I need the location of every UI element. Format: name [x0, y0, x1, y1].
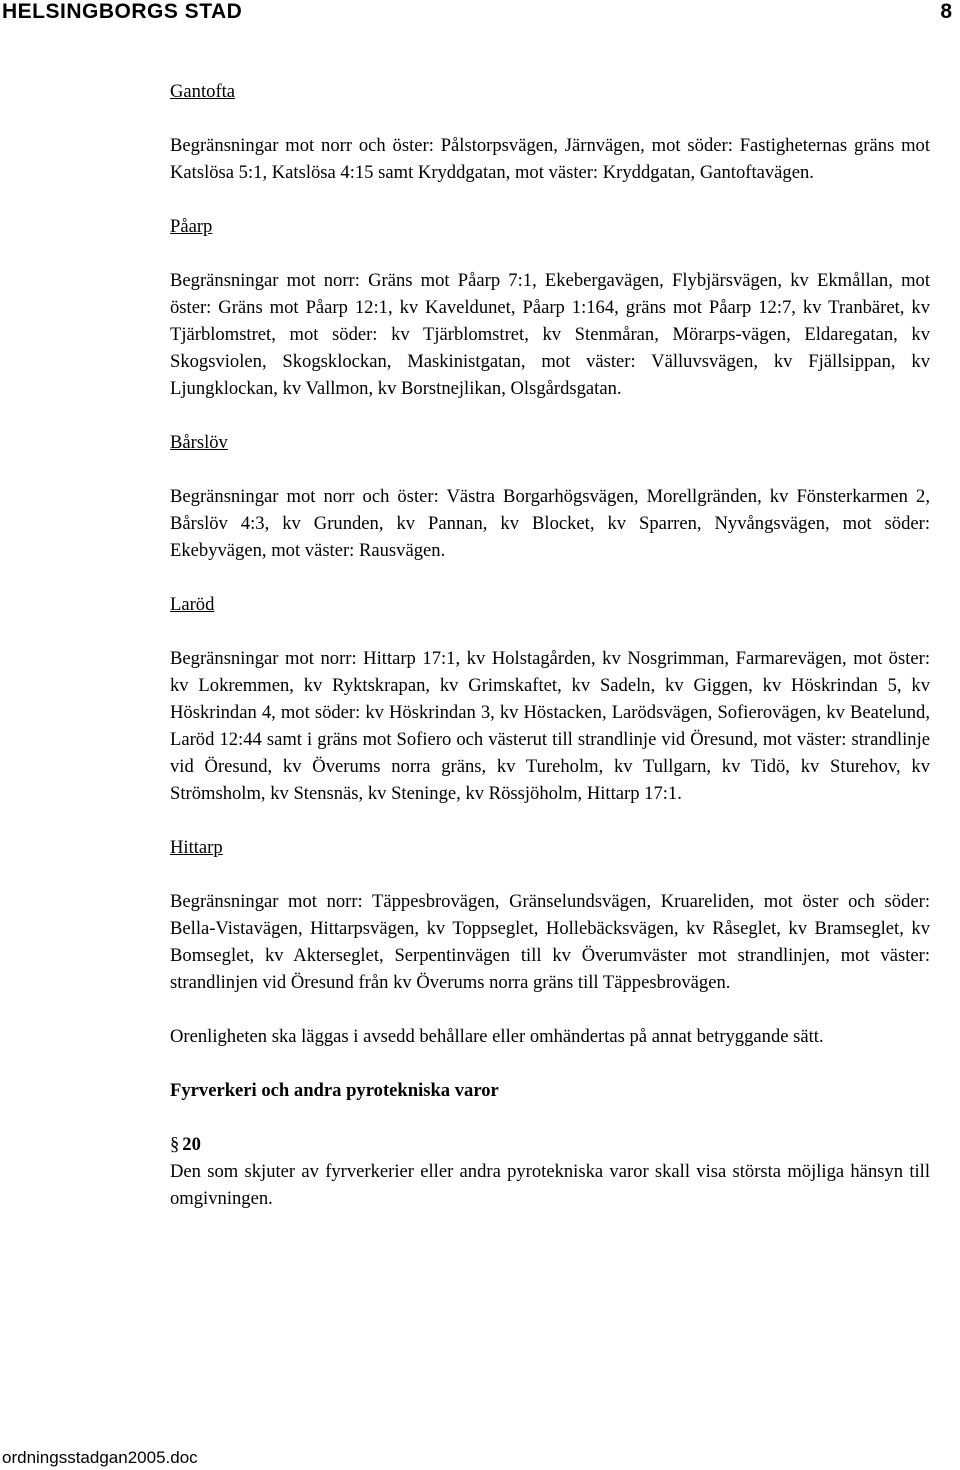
organization-name: HELSINGBORGS STAD	[2, 0, 243, 23]
section-text: Begränsningar mot norr och öster: Pålstorpsvägen, Järnvägen, mot söder: Fastigheternas gräns mot Katslösa 5:1, Katslösa 4:15 samt Kryddgatan, mot väster: Kryddgatan, Gantoftavägen.	[170, 135, 930, 183]
section-gantofta	[170, 78, 930, 186]
page-number: 8	[940, 0, 952, 23]
section-title: Hittarp	[170, 837, 223, 858]
fireworks-text: Den som skjuter av fyrverkerier eller andra pyrotekniska varor skall visa största möjliga hänsyn till omgivningen.	[170, 1161, 930, 1209]
section-barslov	[170, 429, 930, 564]
section-paarp	[170, 213, 930, 402]
section-hittarp	[170, 834, 930, 996]
fireworks-heading: Fyrverkeri och andra pyrotekniska varor	[170, 1080, 499, 1101]
document-body	[170, 78, 930, 1239]
section-text: Begränsningar mot norr: Hittarp 17:1, kv Holstagården, kv Nosgrimman, Farmarevägen, mot öster: kv Lokremmen, kv Ryktskrapan, kv Grimskaftet, kv Sadeln, kv Giggen, kv Höskrindan 5, kv Höskrindan 4, mot söder: kv Höskrindan 3, kv Höstacken, Larödsvägen, Sofierovägen, kv Beatelund, Laröd 12:44 samt i gräns mot Sofiero och västerut till strandlinje vid Öresund, mot väster: strandlinje vid Öresund, kv Överums norra gräns, kv Tureholm, kv Tullgarn, kv Tidö, kv Sturehov, kv Strömsholm, kv Stensnäs, kv Steninge, kv Rössjöholm, Hittarp 17:1.	[170, 648, 930, 804]
section-title: Laröd	[170, 594, 215, 615]
section-text: Begränsningar mot norr: Gräns mot Påarp 7:1, Ekebergavägen, Flybjärsvägen, kv Ekmållan, mot öster: Gräns mot Påarp 12:1, kv Kaveldunet, Påarp 1:164, gräns mot Påarp 12:7, kv Tranbäret, kv Tjärblomstret, mot söder: kv Tjärblomstret, kv Stenmåran, Mörarps-vägen, Eldaregatan, kv Skogsviolen, Skogsklockan, Maskinistgatan, mot väster: Välluvsvägen, kv Fjällsippan, kv Ljungklockan, kv Vallmon, kv Borstnejlikan, Olsgårdsgatan.	[170, 270, 930, 399]
closing-paragraph: Orenligheten ska läggas i avsedd behållare eller omhändertas på annat betryggande sätt.	[170, 1026, 824, 1047]
section-title: Påarp	[170, 216, 213, 237]
footer-filename: ordningsstadgan2005.doc	[2, 1448, 198, 1467]
section-larod	[170, 591, 930, 807]
section-title: Bårslöv	[170, 432, 228, 453]
section-title: Gantofta	[170, 81, 236, 102]
paragraph-number: § 20	[170, 1131, 930, 1158]
section-text: Begränsningar mot norr: Täppesbrovägen, Gränselundsvägen, Kruareliden, mot öster och söder: Bella-Vistavägen, Hittarpsvägen, kv Toppseglet, Hollebäcksvägen, kv Råseglet, kv Bramseglet, kv Bomseglet, kv Akterseglet, Serpentinvägen till kv Överumväster mot strandlinjen, mot väster: strandlinjen vid Öresund från kv Överums norra gräns till Täppesbrovägen.	[170, 891, 930, 993]
page-header	[0, 0, 960, 26]
section-text: Begränsningar mot norr och öster: Västra Borgarhögsvägen, Morellgränden, kv Fönsterkarmen 2, Bårslöv 4:3, kv Grunden, kv Pannan, kv Blocket, kv Sparren, Nyvångsvägen, mot söder: Ekebyvägen, mot väster: Rausvägen.	[170, 486, 930, 561]
